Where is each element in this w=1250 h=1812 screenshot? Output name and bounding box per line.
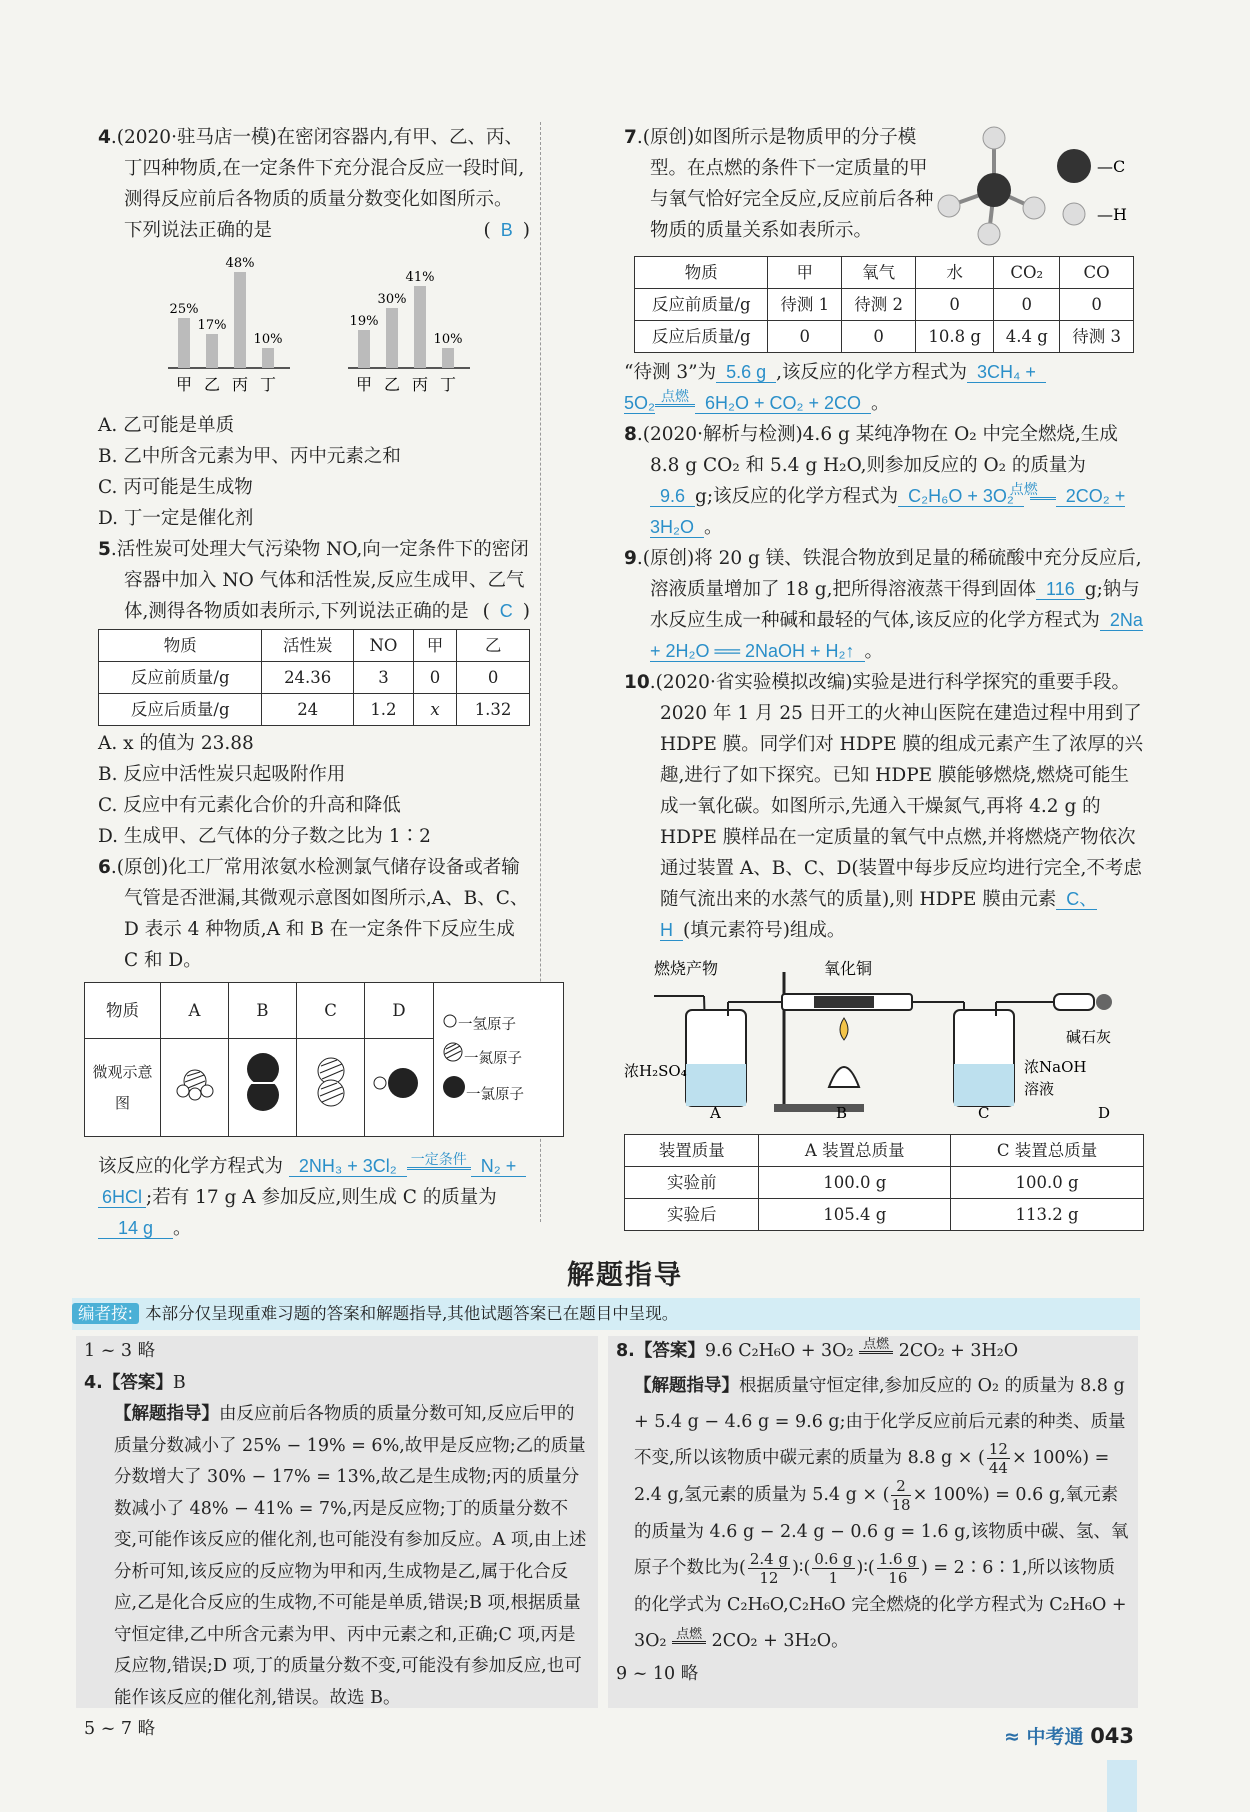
question-8: 8.(2020·解析与检测)4.6 g 某纯净物在 O₂ 中完全燃烧,生成 8.8 g CO₂ 和 5.4 g H₂O,则参加反应的 O₂ 的质量为9.6 g;该反应的化学方程式为 C₂H₆O + 3O₂ 点燃 2CO₂ + 3H₂O 。 — [624, 424, 1126, 538]
q10-answer-1: C、H — [660, 889, 1098, 940]
question-7: 7.(原创)如图所示是物质甲的分子模型。在点燃的条件下一定质量的甲与氧气恰好完全反应,反应前后各种物质的质量关系如表所示。 — [624, 127, 934, 241]
q5-cell: 1.2 — [353, 694, 413, 726]
molecule-a — [161, 1039, 229, 1137]
chlorine-molecule-icon — [243, 1050, 283, 1116]
q4-number: 4 — [98, 127, 111, 148]
bar-charts — [98, 250, 530, 400]
q8-answer-2: C₂H₆O + 3O₂ — [898, 486, 1024, 507]
nitrogen-atom-icon — [442, 1041, 464, 1063]
hydrogen-legend-icon — [1063, 203, 1085, 225]
chart-1 — [168, 256, 290, 394]
frac-num: 1.6 g — [878, 1549, 917, 1568]
sol-8-answer-2: 2CO₂ + 3H₂O — [898, 1341, 1019, 1361]
solution-left — [76, 1336, 598, 1739]
q7-th: CO — [1060, 257, 1134, 289]
nitrogen-molecule-icon — [313, 1053, 349, 1113]
q6-th: 物质 — [85, 983, 161, 1039]
q5-option-a: A. x 的值为 23.88 — [98, 733, 254, 754]
q7-cell: 0 — [842, 321, 916, 353]
q6-answer-condition: 一定条件 — [407, 1153, 471, 1170]
q6-th: C — [297, 983, 365, 1039]
sol-8-guide-6: )∶( — [856, 1557, 875, 1578]
sol-8-condition-2: 点燃 — [672, 1628, 706, 1644]
label-d: D — [1098, 1104, 1111, 1120]
q7-cell: 反应前质量/g — [635, 289, 768, 321]
sol-8-guide-5: )∶( — [792, 1557, 811, 1578]
data-label: 17% — [197, 318, 227, 333]
q4-answer: B — [500, 220, 513, 240]
q9-answer-2: 2Na + 2H₂O ══ 2NaOH + H₂↑ — [650, 610, 1143, 661]
tick-label: 甲 — [175, 375, 193, 394]
q7-p1: “待测 3”为 — [624, 362, 717, 383]
frac-num: 2.4 g — [749, 1549, 789, 1568]
q7-th: 甲 — [768, 257, 842, 289]
sol-8-guide-4: × 100%) = 0.6 g,氧元素的质量为 4.6 g − 2.4 g − 0.6 g = 1.6 g,该物质中碳、氢、氧原子个数比为( — [634, 1484, 1129, 1578]
left-column — [92, 122, 530, 1244]
data-label: 19% — [349, 314, 379, 329]
solution-right — [608, 1336, 1138, 1708]
q5-cell: 0 — [413, 662, 456, 694]
q7-table — [634, 256, 1134, 353]
editor-tag: 编者按: — [72, 1303, 139, 1324]
ammonia-molecule-icon — [170, 1063, 220, 1103]
q4-option-d: D. 丁一定是催化剂 — [98, 508, 254, 529]
sol-1-3: 1 ~ 3 略 — [84, 1341, 156, 1361]
sol-4-answer-label: 4.【答案】 — [84, 1372, 173, 1393]
q7-stem: (原创)如图所示是物质甲的分子模型。在点燃的条件下一定质量的甲与氧气恰好完全反应,反应前后各种物质的质量关系如表所示。 — [642, 127, 934, 241]
tick-label: 丁 — [439, 375, 457, 394]
sol-4-answer: B — [172, 1372, 186, 1393]
question-7-head — [624, 122, 1144, 252]
tick-label: 丙 — [231, 375, 249, 394]
q5-th: 甲 — [413, 630, 456, 662]
bar-甲 — [178, 318, 190, 368]
q6-number: 6 — [98, 857, 111, 878]
q7-cell: 反应后质量/g — [635, 321, 768, 353]
sol-8-guide-8: 2CO₂ + 3H₂O。 — [711, 1630, 849, 1651]
q7-cell: 待测 1 — [768, 289, 842, 321]
q4-option-b: B. 乙中所含元素为甲、丙中元素之和 — [98, 446, 401, 467]
tick-label: 乙 — [203, 375, 221, 394]
q7-cell: 4.4 g — [994, 321, 1060, 353]
q5-th: 乙 — [457, 630, 530, 662]
q7-cell: 0 — [994, 289, 1060, 321]
sol-8-answer-label: 8.【答案】 — [616, 1341, 705, 1361]
q9-number: 9 — [624, 548, 637, 569]
label-naoh1: 浓NaOH — [1024, 1058, 1087, 1076]
q7-answer-3: 5O₂ — [624, 393, 655, 413]
label-product: 燃烧产物 — [654, 959, 719, 978]
tick-label: 丁 — [259, 375, 277, 394]
q10-cell: 100.0 g — [951, 1167, 1144, 1199]
q5-th: NO — [353, 630, 413, 662]
tick-label: 丙 — [411, 375, 429, 394]
q6-legend — [434, 983, 564, 1137]
q8-answer-1: 9.6 — [650, 486, 695, 507]
chlorine-atom-icon — [442, 1075, 466, 1099]
q6-th: D — [365, 983, 434, 1039]
q7-answer-1: 5.6 g — [716, 362, 776, 383]
q6-answer-products: N₂ + — [471, 1156, 527, 1177]
frac-den: 12 — [759, 1568, 779, 1587]
section-title: 解题指导 — [567, 1260, 683, 1291]
q6-eq-prefix: 该反应的化学方程式为 — [98, 1156, 284, 1177]
frac-num: 0.6 g — [814, 1549, 853, 1568]
methane-model — [929, 122, 1144, 252]
q10-th: 装置质量 — [625, 1135, 759, 1167]
q7-cell: 10.8 g — [916, 321, 994, 353]
sol-8-guide-7: ) = 2∶6∶1,所以该物质的化学式为 C₂H₆O,C₂H₆O 完全燃烧的化学方程式为 C₂H₆O + 3O₂ — [634, 1557, 1127, 1651]
q5-table — [98, 629, 530, 726]
q10-th: A 装置总质量 — [759, 1135, 951, 1167]
q5-th: 物质 — [99, 630, 262, 662]
bar-乙 — [206, 334, 218, 368]
q7-legend-c: —C — [1097, 157, 1126, 176]
q7-th: CO₂ — [994, 257, 1060, 289]
frac-den: 44 — [988, 1458, 1008, 1477]
liquid-c — [954, 1064, 1014, 1106]
editor-note — [72, 1298, 1140, 1330]
carbon-legend-icon — [1057, 149, 1091, 183]
q9-end: 。 — [864, 641, 884, 662]
hcl-molecule-icon — [371, 1065, 427, 1101]
q6-answer-reactants: 2NH₃ + 3Cl₂ — [289, 1156, 407, 1177]
q7-answer-2: 3CH₄ + — [967, 362, 1046, 383]
q6-end: 。 — [173, 1218, 192, 1239]
sol-9-10: 9 ~ 10 略 — [616, 1663, 699, 1684]
sol-8-guide-2: × 100%) = 2.4 g,氢元素的质量为 — [634, 1447, 1110, 1505]
q8-p2: g;该反应的化学方程式为 — [695, 486, 899, 507]
q7-legend-h: —H — [1097, 205, 1127, 224]
question-6: 6.(原创)化工厂常用浓氨水检测氯气储存设备或者输气管是否泄漏,其微观示意图如图所示,A、B、C、D 表示 4 种物质,A 和 B 在一定条件下反应生成 C 和 D。 — [98, 857, 529, 971]
q5-option-c: C. 反应中有元素化合价的升高和降低 — [98, 795, 401, 816]
bar-丁 — [442, 348, 454, 368]
tick-label: 甲 — [355, 375, 373, 394]
q10-stem: (2020·省实验模拟改编)实验是进行科学探究的重要手段。2020 年 1 月 25 日开工的火神山医院在建造过程中用到了 HDPE 膜。同学们对 HDPE 膜的组成元素产生了浓厚的兴趣,进行了如下探究。已知 HDPE 膜能够燃烧,燃烧可能生成一氧化碳。如图所示,先通入干燥氮气,再将 4.2 g 的 HDPE 膜样品在一定质量的氧气中点燃,并将燃烧产物依次通过装置 A、B、C、D(装置中每步反应均进行完全,不考虑随气流出来的水蒸气的质量),则 HDPE 膜由元素 — [655, 672, 1143, 910]
q7-end: 。 — [871, 393, 890, 414]
q5-cell: 3 — [353, 662, 413, 694]
fraction-12-44 — [987, 1440, 1010, 1477]
q10-end: (填元素符号)组成。 — [683, 920, 846, 941]
label-cuo: 氧化铜 — [824, 959, 873, 978]
tick-label: 乙 — [383, 375, 401, 394]
frac-den: 16 — [888, 1568, 908, 1587]
sol-5-7: 5 ~ 7 略 — [84, 1719, 156, 1739]
molecule-c — [297, 1039, 365, 1137]
copper-oxide — [814, 996, 874, 1008]
footer — [1004, 1722, 1134, 1749]
q10-table — [624, 1134, 1144, 1231]
q4-option-a: A. 乙可能是单质 — [98, 415, 235, 436]
q10-cell: 实验前 — [625, 1167, 759, 1199]
data-label: 41% — [405, 270, 435, 285]
q6-mass-answer: 14 g — [98, 1218, 173, 1239]
frac-num: 2 — [891, 1477, 910, 1496]
editor-text: 本部分仅呈现重难习题的答案和解题指导,其他试题答案已在题目中呈现。 — [145, 1304, 679, 1323]
q5-cell: 24 — [262, 694, 354, 726]
q5-cell: 反应前质量/g — [99, 662, 262, 694]
question-10: 10.(2020·省实验模拟改编)实验是进行科学探究的重要手段。2020 年 1 月 25 日开工的火神山医院在建造过程中用到了 HDPE 膜。同学们对 HDPE 膜的组成元素产生了浓厚的兴趣,进行了如下探究。已知 HDPE 膜能够燃烧,燃烧可能生成一氧化碳。如图所示,先通入干燥氮气,再将 4.2 g 的 HDPE 膜样品在一定质量的氧气中点燃,并将燃烧产物依次通过装置 A、B、C、D(装置中每步反应均进行完全,不考虑随气流出来的水蒸气的质量),则 HDPE 膜由元素 C、H (填元素符号)组成。 — [624, 672, 1143, 941]
q10-cell: 实验后 — [625, 1199, 759, 1231]
q6-legend-cl: 一氯原子 — [466, 1086, 524, 1103]
drying-tube — [1054, 994, 1094, 1010]
fraction-c — [748, 1550, 790, 1587]
flame-icon — [840, 1018, 848, 1040]
q6-equation — [98, 1151, 530, 1244]
sol-8-condition: 点燃 — [859, 1338, 893, 1354]
label-soda: 碱石灰 — [1066, 1028, 1112, 1046]
sol-8-guide-label: 【解题指导】 — [634, 1375, 739, 1396]
label-naoh2: 溶液 — [1024, 1080, 1055, 1098]
fraction-2-18 — [891, 1477, 910, 1514]
q5-th: 活性炭 — [262, 630, 354, 662]
q5-stem: 活性炭可处理大气污染物 NO,向一定条件下的密闭容器中加入 NO 气体和活性炭,反应生成甲、乙气体,测得各物质如表所示,下列说法正确的是 — [116, 539, 529, 622]
q7-number: 7 — [624, 127, 637, 148]
q10-number: 10 — [624, 672, 650, 693]
page-edge-tab — [1107, 1760, 1137, 1812]
data-label: 30% — [377, 292, 407, 307]
q8-stem: (2020·解析与检测)4.6 g 某纯净物在 O₂ 中完全燃烧,生成 8.8 g CO₂ 和 5.4 g H₂O,则参加反应的 O₂ 的质量为 — [642, 424, 1118, 476]
bar-丙 — [414, 286, 426, 368]
frac-den: 18 — [891, 1495, 911, 1514]
q6-mass-text: ;若有 17 g A 参加反应,则生成 C 的质量为 — [146, 1187, 497, 1208]
sol-4-guide: 由反应前后各物质的质量分数可知,反应后甲的质量分数减小了 25% − 19% = 6%,故甲是反应物;乙的质量分数增大了 30% − 17% = 13%,故乙是生成物;丙的质量分数减小了 48% − 41% = 7%,丙是反应物;丁的质量分数不变,可能作该反应的催化剂,也可能没有参加反应。A 项,由上述分析可知,该反应的反应物为甲和丙,生成物是乙,属于化合反应,乙是化合反应的生成物,不可能是单质,错误;B 项,根据质量守恒定律,乙中所含元素为甲、丙中元素之和,正确;C 项,丙是反应物,错误;D 项,丁的质量分数不变,可能没有参加反应,也可能作该反应的催化剂,错误。故选 B。 — [114, 1404, 587, 1708]
q5-cell: 反应后质量/g — [99, 694, 262, 726]
q5-answer: C — [499, 601, 513, 621]
q5-cell: x — [413, 694, 456, 726]
frac-num: 12 — [988, 1439, 1008, 1458]
q6-row-label: 微观示意图 — [85, 1039, 161, 1137]
fraction-h — [812, 1550, 854, 1587]
hydrogen-atom-icon — [442, 1013, 458, 1029]
apparatus-diagram — [624, 952, 1144, 1120]
q6-stem: (原创)化工厂常用浓氨水检测氯气储存设备或者输气管是否泄漏,其微观示意图如图所示,A、B、C、D 表示 4 种物质,A 和 B 在一定条件下反应生成 C 和 D。 — [116, 857, 529, 971]
sol-8-answer: 9.6 C₂H₆O + 3O₂ — [704, 1341, 854, 1361]
fraction-o — [877, 1550, 919, 1587]
q5-number: 5 — [98, 539, 111, 560]
q7-th: 水 — [916, 257, 994, 289]
q6-table — [84, 982, 564, 1137]
q6-answer-products2: 6HCl — [98, 1187, 146, 1208]
brand-wave-icon: ≈ — [1004, 1726, 1020, 1748]
q4-stem: (2020·驻马店一模)在密闭容器内,有甲、乙、丙、丁四种物质,在一定条件下充分混合反应一段时间,测得反应前后各物质的质量分数变化如图所示。下列说法正确的是 — [116, 127, 525, 241]
label-b: B — [836, 1104, 848, 1120]
q7-th: 氧气 — [842, 257, 916, 289]
q9-answer-1: 116 — [1036, 579, 1085, 600]
sol-8-guide-3: 5.4 g × ( — [812, 1484, 890, 1505]
q7-cell: 0 — [768, 321, 842, 353]
chart-2 — [348, 270, 470, 394]
page-number: 043 — [1090, 1724, 1135, 1748]
q10-cell: 100.0 g — [759, 1167, 951, 1199]
question-5: 5.活性炭可处理大气污染物 NO,向一定条件下的密闭容器中加入 NO 气体和活性炭,反应生成甲、乙气体,测得各物质如表所示,下列说法正确的是 ( C ) — [98, 539, 530, 622]
q7-th: 物质 — [635, 257, 768, 289]
molecule-d — [365, 1039, 434, 1137]
molecule-b — [229, 1039, 297, 1137]
q8-number: 8 — [624, 424, 637, 445]
question-4: 4.(2020·驻马店一模)在密闭容器内,有甲、乙、丙、丁四种物质,在一定条件下充分混合反应一段时间,测得反应前后各物质的质量分数变化如图所示。下列说法正确的是 ( B ) — [98, 127, 530, 241]
q7-p2: ,该反应的化学方程式为 — [776, 362, 968, 383]
label-h2so4: 浓H₂SO₄ — [624, 1062, 687, 1080]
q8-answer-condition: 点燃 — [1030, 483, 1056, 500]
q7-cell: 0 — [916, 289, 994, 321]
bar-乙 — [386, 308, 398, 368]
data-label: 10% — [253, 332, 283, 347]
q9-p2: g;钠与水反应生成一种碱和最轻的气体,该反应的化学方程式为 — [650, 579, 1140, 631]
q7-cell: 待测 3 — [1060, 321, 1134, 353]
data-label: 10% — [433, 332, 463, 347]
q10-th: C 装置总质量 — [951, 1135, 1144, 1167]
q4-option-c: C. 丙可能是生成物 — [98, 477, 253, 498]
q9-stem: (原创)将 20 g 镁、铁混合物放到足量的稀硫酸中充分反应后,溶液质量增加了 18 g,把所得溶液蒸干得到固体 — [642, 548, 1142, 600]
q7-answer-4: 6H₂O + CO₂ + 2CO — [695, 393, 871, 414]
q7-cell: 待测 2 — [842, 289, 916, 321]
q10-cell: 113.2 g — [951, 1199, 1144, 1231]
sol-8-guide-1: 根据质量守恒定律,参加反应的 O₂ 的质量为 8.8 g + 5.4 g − 4.6 g = 9.6 g;由于化学反应前后元素的种类、质量不变,所以该物质中碳元素的质量为 8.8 g × ( — [634, 1375, 1126, 1468]
frac-den: 1 — [828, 1568, 839, 1587]
bar-丙 — [234, 272, 246, 368]
q5-option-d: D. 生成甲、乙气体的分子数之比为 1∶2 — [98, 826, 431, 847]
q8-answer-3: 2CO₂ + 3H₂O — [650, 486, 1126, 537]
q6-legend-h: 一氢原子 — [458, 1016, 516, 1033]
soda-lime — [1096, 994, 1112, 1010]
q5-cell: 1.32 — [457, 694, 530, 726]
right-column — [624, 122, 1144, 1231]
question-9: 9.(原创)将 20 g 镁、铁混合物放到足量的稀硫酸中充分反应后,溶液质量增加了 18 g,把所得溶液蒸干得到固体 116 g;钠与水反应生成一种碱和最轻的气体,该反应的化学方程式为 2Na + 2H₂O ══ 2NaOH + H₂↑ 。 — [624, 548, 1143, 662]
footer-brand: 中考通 — [1026, 1726, 1084, 1748]
q5-cell: 0 — [457, 662, 530, 694]
label-a: A — [710, 1104, 721, 1120]
bar-甲 — [358, 330, 370, 368]
q8-end: 。 — [704, 517, 723, 538]
bar-丁 — [262, 348, 274, 368]
liquid-a — [686, 1064, 746, 1106]
q5-option-b: B. 反应中活性炭只起吸附作用 — [98, 764, 346, 785]
sol-4-guide-label: 【解题指导】 — [114, 1404, 219, 1424]
q10-cell: 105.4 g — [759, 1199, 951, 1231]
q6-th: A — [161, 983, 229, 1039]
q5-cell: 24.36 — [262, 662, 354, 694]
q7-cell: 0 — [1060, 289, 1134, 321]
q6-legend-n: 一氮原子 — [464, 1050, 522, 1067]
q7-answers — [624, 357, 1144, 419]
label-c: C — [978, 1104, 990, 1120]
burner — [829, 1067, 859, 1087]
data-label: 48% — [225, 256, 255, 271]
q7-answer-condition: 点燃 — [655, 390, 695, 407]
q6-th: B — [229, 983, 297, 1039]
data-label: 25% — [169, 302, 199, 317]
